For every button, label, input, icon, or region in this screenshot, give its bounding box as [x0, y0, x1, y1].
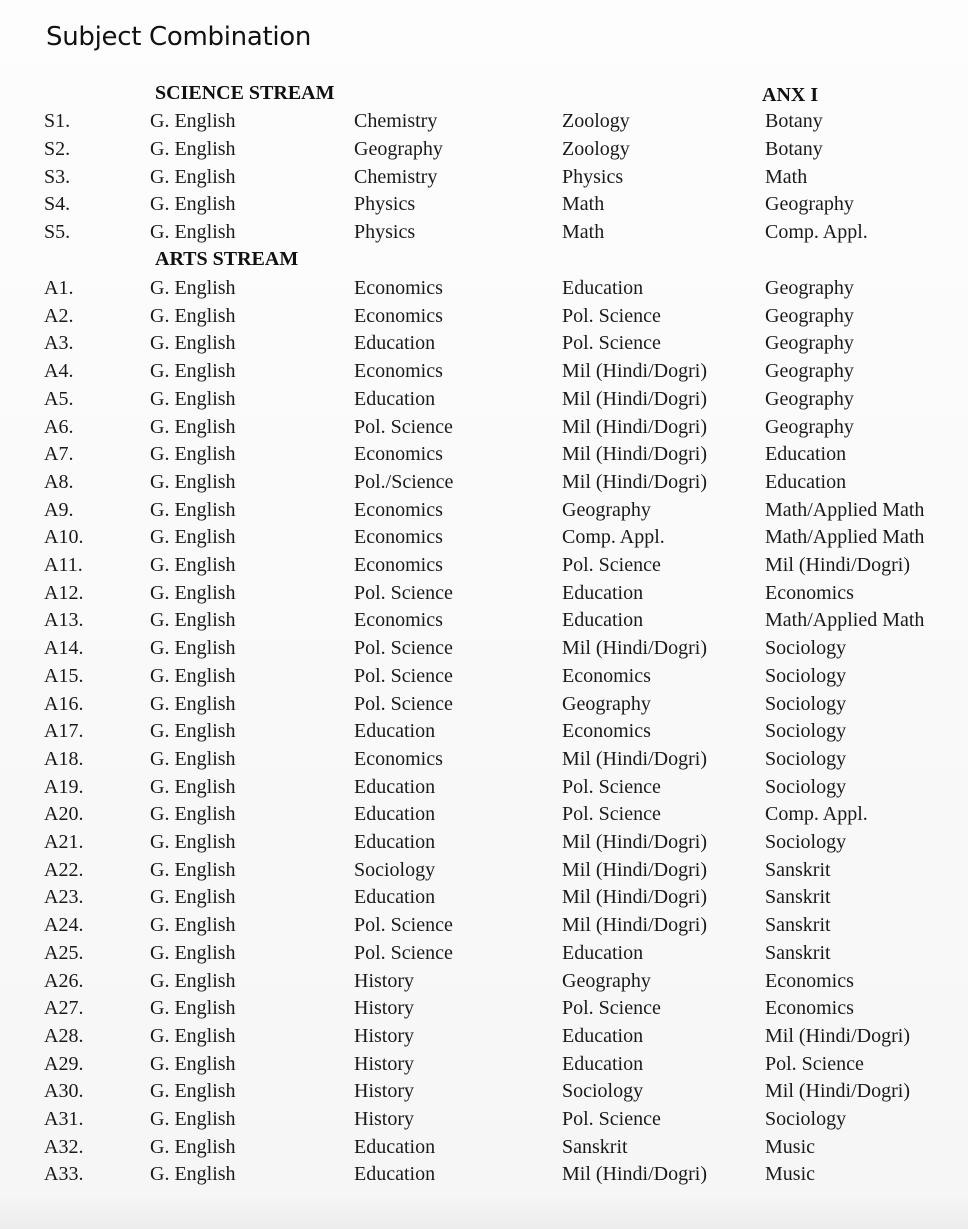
subject-4-cell: Sociology — [765, 637, 847, 660]
subject-2-cell: Economics — [354, 554, 443, 576]
table-row — [0, 801, 968, 828]
subject-4-cell: Math/Applied Math — [765, 609, 925, 632]
table-row — [0, 940, 968, 967]
page-title: Subject Combination — [46, 22, 312, 52]
table-row — [0, 663, 968, 690]
subject-3-cell: Education — [562, 609, 644, 632]
combination-code: A27. — [44, 997, 84, 1020]
subject-1-cell: G. English — [150, 941, 236, 964]
subject-2-cell: Education — [354, 831, 436, 853]
subject-1-cell: G. English — [150, 969, 236, 992]
table-row — [0, 1051, 968, 1078]
subject-4-cell: Math — [765, 165, 808, 188]
subject-1-cell: G. English — [150, 277, 236, 299]
table-row — [0, 497, 968, 524]
subject-4-cell: Music — [765, 1163, 815, 1186]
subject-3-cell: Pol. Science — [562, 775, 661, 798]
subject-1-cell: G. English — [150, 193, 236, 216]
subject-3-cell: Mil (Hindi/Dogri) — [562, 858, 707, 881]
subject-4-cell: Pol. Science — [765, 1052, 864, 1075]
subject-3-cell: Economics — [562, 720, 651, 743]
subject-3-cell: Economics — [562, 664, 651, 687]
subject-2-cell: Geography — [354, 137, 443, 160]
subject-1-cell: G. English — [150, 831, 236, 853]
subject-3-cell: Pol. Science — [562, 332, 661, 355]
subject-1-cell: G. English — [150, 581, 236, 604]
subject-3-cell: Physics — [562, 165, 624, 188]
subject-4-cell: Math/Applied Math — [765, 498, 925, 521]
subject-1-cell: G. English — [150, 1135, 236, 1158]
subject-2-cell: Education — [354, 775, 436, 798]
table-row — [0, 136, 968, 163]
subject-3-cell: Mil (Hindi/Dogri) — [562, 415, 707, 438]
table-row — [0, 191, 968, 218]
subject-2-cell: Chemistry — [354, 110, 438, 132]
table-row — [0, 580, 968, 607]
subject-2-cell: Pol. Science — [354, 914, 453, 937]
combination-code: A16. — [44, 692, 84, 715]
table-row — [0, 635, 968, 662]
table-row — [0, 829, 968, 856]
table-row — [0, 275, 968, 302]
subject-4-cell: Geography — [765, 387, 854, 410]
subject-2-cell: Economics — [354, 526, 443, 549]
subject-3-cell: Mil (Hindi/Dogri) — [562, 886, 707, 909]
combination-code: A33. — [44, 1163, 84, 1186]
subject-1-cell: G. English — [150, 498, 236, 521]
subject-3-cell: Geography — [562, 692, 651, 715]
subject-3-cell: Pol. Science — [562, 997, 661, 1020]
combination-code: A18. — [44, 747, 84, 770]
subject-1-cell: G. English — [150, 1108, 236, 1130]
table-row — [0, 552, 968, 579]
table-row — [0, 1106, 968, 1133]
subject-1-cell: G. English — [150, 554, 236, 576]
combination-code: A20. — [44, 803, 84, 826]
combination-code: A8. — [44, 470, 74, 493]
subject-1-cell: G. English — [150, 165, 236, 188]
subject-3-cell: Education — [562, 581, 644, 604]
subject-2-cell: Education — [354, 332, 436, 355]
subject-1-cell: G. English — [150, 609, 236, 632]
subject-2-cell: Economics — [354, 277, 443, 299]
subject-2-cell: Economics — [354, 498, 443, 521]
subject-1-cell: G. English — [150, 110, 236, 132]
combination-code: A22. — [44, 858, 84, 881]
table-row — [0, 1078, 968, 1105]
subject-4-cell: Botany — [765, 137, 823, 160]
subject-2-cell: Physics — [354, 193, 416, 216]
subject-4-cell: Sociology — [765, 664, 847, 687]
subject-1-cell: G. English — [150, 1052, 236, 1075]
subject-3-cell: Mil (Hindi/Dogri) — [562, 387, 707, 410]
subject-4-cell: Economics — [765, 581, 854, 604]
subject-3-cell: Pol. Science — [562, 554, 661, 576]
subject-1-cell: G. English — [150, 443, 236, 466]
subject-2-cell: Pol. Science — [354, 581, 453, 604]
science-stream-heading: SCIENCE STREAM — [155, 82, 335, 104]
combination-code: A25. — [44, 941, 84, 964]
combination-code: A23. — [44, 886, 84, 909]
subject-4-cell: Music — [765, 1135, 815, 1158]
subject-2-cell: History — [354, 1108, 414, 1130]
combination-code: A30. — [44, 1080, 84, 1103]
subject-2-cell: History — [354, 1080, 414, 1103]
subject-4-cell: Sociology — [765, 1108, 847, 1130]
table-row — [0, 774, 968, 801]
subject-4-cell: Education — [765, 470, 847, 493]
subject-4-cell: Sociology — [765, 692, 847, 715]
subject-2-cell: Pol. Science — [354, 415, 453, 438]
table-row — [0, 718, 968, 745]
subject-3-cell: Math — [562, 221, 605, 244]
table-row — [0, 386, 968, 413]
subject-1-cell: G. English — [150, 803, 236, 826]
subject-4-cell: Comp. Appl. — [765, 803, 868, 826]
subject-4-cell: Comp. Appl. — [765, 221, 868, 244]
subject-3-cell: Education — [562, 1052, 644, 1075]
combination-code: A3. — [44, 332, 74, 355]
subject-3-cell: Mil (Hindi/Dogri) — [562, 470, 707, 493]
subject-1-cell: G. English — [150, 914, 236, 937]
subject-4-cell: Sanskrit — [765, 886, 831, 909]
page-bottom-shade — [0, 1195, 968, 1229]
subject-4-cell: Geography — [765, 304, 854, 327]
subject-2-cell: History — [354, 969, 414, 992]
subject-3-cell: Mil (Hindi/Dogri) — [562, 637, 707, 660]
subject-2-cell: Pol. Science — [354, 941, 453, 964]
subject-1-cell: G. English — [150, 1080, 236, 1103]
table-row — [0, 219, 968, 246]
table-row — [0, 607, 968, 634]
combination-code: A9. — [44, 498, 74, 521]
subject-2-cell: Economics — [354, 747, 443, 770]
subject-1-cell: G. English — [150, 664, 236, 687]
subject-2-cell: Economics — [354, 609, 443, 632]
table-row — [0, 1134, 968, 1161]
subject-2-cell: Pol. Science — [354, 637, 453, 660]
subject-1-cell: G. English — [150, 1024, 236, 1047]
table-row — [0, 414, 968, 441]
combination-code: A7. — [44, 443, 74, 466]
table-row — [0, 1161, 968, 1188]
subject-4-cell: Geography — [765, 360, 854, 383]
subject-3-cell: Mil (Hindi/Dogri) — [562, 914, 707, 937]
table-row — [0, 358, 968, 385]
subject-4-cell: Sociology — [765, 775, 847, 798]
combination-code: A10. — [44, 526, 84, 549]
combination-code: A4. — [44, 360, 74, 383]
subject-3-cell: Education — [562, 1024, 644, 1047]
subject-3-cell: Mil (Hindi/Dogri) — [562, 747, 707, 770]
combination-code: A19. — [44, 775, 84, 798]
subject-3-cell: Geography — [562, 498, 651, 521]
combination-code: A29. — [44, 1052, 84, 1075]
subject-2-cell: Economics — [354, 443, 443, 466]
subject-3-cell: Sociology — [562, 1080, 644, 1103]
subject-4-cell: Geography — [765, 415, 854, 438]
subject-2-cell: History — [354, 1052, 414, 1075]
combination-code: A12. — [44, 581, 84, 604]
table-row — [0, 912, 968, 939]
combination-code: A26. — [44, 969, 84, 992]
subject-2-cell: Pol./Science — [354, 470, 454, 493]
subject-1-cell: G. English — [150, 304, 236, 327]
subject-1-cell: G. English — [150, 858, 236, 881]
combination-code: A28. — [44, 1024, 84, 1047]
subject-1-cell: G. English — [150, 747, 236, 770]
subject-1-cell: G. English — [150, 221, 236, 244]
table-row — [0, 524, 968, 551]
combination-code: A6. — [44, 415, 74, 438]
combination-code: A2. — [44, 304, 74, 327]
subject-1-cell: G. English — [150, 387, 236, 410]
subject-1-cell: G. English — [150, 360, 236, 383]
subject-2-cell: Sociology — [354, 858, 436, 881]
subject-4-cell: Sociology — [765, 720, 847, 743]
subject-4-cell: Economics — [765, 997, 854, 1020]
combination-code: A15. — [44, 664, 84, 687]
arts-stream-heading: ARTS STREAM — [155, 248, 299, 270]
anx-heading: ANX I — [762, 84, 819, 106]
table-row — [0, 1023, 968, 1050]
subject-3-cell: Zoology — [562, 110, 630, 132]
subject-2-cell: Pol. Science — [354, 664, 453, 687]
table-row — [0, 884, 968, 911]
subject-1-cell: G. English — [150, 637, 236, 660]
subject-2-cell: Economics — [354, 360, 443, 383]
subject-4-cell: Sanskrit — [765, 941, 831, 964]
table-row — [0, 330, 968, 357]
table-row — [0, 441, 968, 468]
subject-2-cell: Education — [354, 1135, 436, 1158]
subject-1-cell: G. English — [150, 470, 236, 493]
subject-4-cell: Sanskrit — [765, 858, 831, 881]
subject-2-cell: Economics — [354, 304, 443, 327]
subject-2-cell: History — [354, 997, 414, 1020]
combination-code: A11. — [44, 554, 83, 576]
subject-3-cell: Zoology — [562, 137, 630, 160]
subject-4-cell: Economics — [765, 969, 854, 992]
combination-code: A24. — [44, 914, 84, 937]
subject-4-cell: Sociology — [765, 747, 847, 770]
combination-code: S3. — [44, 165, 71, 188]
table-row — [0, 995, 968, 1022]
subject-3-cell: Mil (Hindi/Dogri) — [562, 360, 707, 383]
subject-1-cell: G. English — [150, 526, 236, 549]
subject-4-cell: Geography — [765, 193, 854, 216]
subject-1-cell: G. English — [150, 1163, 236, 1186]
subject-4-cell: Math/Applied Math — [765, 526, 925, 549]
subject-3-cell: Sanskrit — [562, 1135, 628, 1158]
table-row — [0, 303, 968, 330]
subject-1-cell: G. English — [150, 720, 236, 743]
subject-4-cell: Sociology — [765, 831, 847, 853]
subject-3-cell: Math — [562, 193, 605, 216]
combination-code: S2. — [44, 137, 71, 160]
subject-3-cell: Mil (Hindi/Dogri) — [562, 443, 707, 466]
table-row — [0, 164, 968, 191]
combination-code: A17. — [44, 720, 84, 743]
subject-4-cell: Mil (Hindi/Dogri) — [765, 1024, 910, 1047]
subject-3-cell: Geography — [562, 969, 651, 992]
combination-code: A21. — [44, 831, 84, 853]
subject-1-cell: G. English — [150, 775, 236, 798]
subject-2-cell: Education — [354, 387, 436, 410]
subject-3-cell: Mil (Hindi/Dogri) — [562, 1163, 707, 1186]
table-row — [0, 968, 968, 995]
combination-code: S1. — [44, 110, 71, 132]
subject-2-cell: Chemistry — [354, 165, 438, 188]
subject-3-cell: Education — [562, 941, 644, 964]
combination-code: S4. — [44, 193, 71, 216]
subject-2-cell: Education — [354, 1163, 436, 1186]
combination-code: A14. — [44, 637, 84, 660]
subject-4-cell: Geography — [765, 332, 854, 355]
subject-3-cell: Education — [562, 277, 644, 299]
subject-2-cell: History — [354, 1024, 414, 1047]
table-row — [0, 746, 968, 773]
subject-1-cell: G. English — [150, 415, 236, 438]
subject-2-cell: Education — [354, 886, 436, 909]
subject-4-cell: Mil (Hindi/Dogri) — [765, 554, 910, 576]
subject-2-cell: Education — [354, 720, 436, 743]
subject-3-cell: Pol. Science — [562, 803, 661, 826]
subject-2-cell: Physics — [354, 221, 416, 244]
combination-code: A31. — [44, 1108, 84, 1130]
subject-3-cell: Pol. Science — [562, 304, 661, 327]
subject-1-cell: G. English — [150, 332, 236, 355]
combination-code: A1. — [44, 277, 74, 299]
table-row — [0, 469, 968, 496]
subject-3-cell: Comp. Appl. — [562, 526, 665, 549]
subject-4-cell: Education — [765, 443, 847, 466]
subject-1-cell: G. English — [150, 692, 236, 715]
subject-4-cell: Botany — [765, 110, 823, 132]
subject-2-cell: Education — [354, 803, 436, 826]
combination-code: A5. — [44, 387, 74, 410]
subject-3-cell: Mil (Hindi/Dogri) — [562, 831, 707, 853]
combination-code: A13. — [44, 609, 84, 632]
subject-2-cell: Pol. Science — [354, 692, 453, 715]
combination-code: S5. — [44, 221, 71, 244]
table-row — [0, 691, 968, 718]
subject-1-cell: G. English — [150, 997, 236, 1020]
subject-1-cell: G. English — [150, 886, 236, 909]
subject-4-cell: Mil (Hindi/Dogri) — [765, 1080, 910, 1103]
subject-1-cell: G. English — [150, 137, 236, 160]
subject-3-cell: Pol. Science — [562, 1108, 661, 1130]
subject-4-cell: Sanskrit — [765, 914, 831, 937]
table-row — [0, 108, 968, 135]
table-row — [0, 857, 968, 884]
subject-4-cell: Geography — [765, 277, 854, 299]
combination-code: A32. — [44, 1135, 84, 1158]
